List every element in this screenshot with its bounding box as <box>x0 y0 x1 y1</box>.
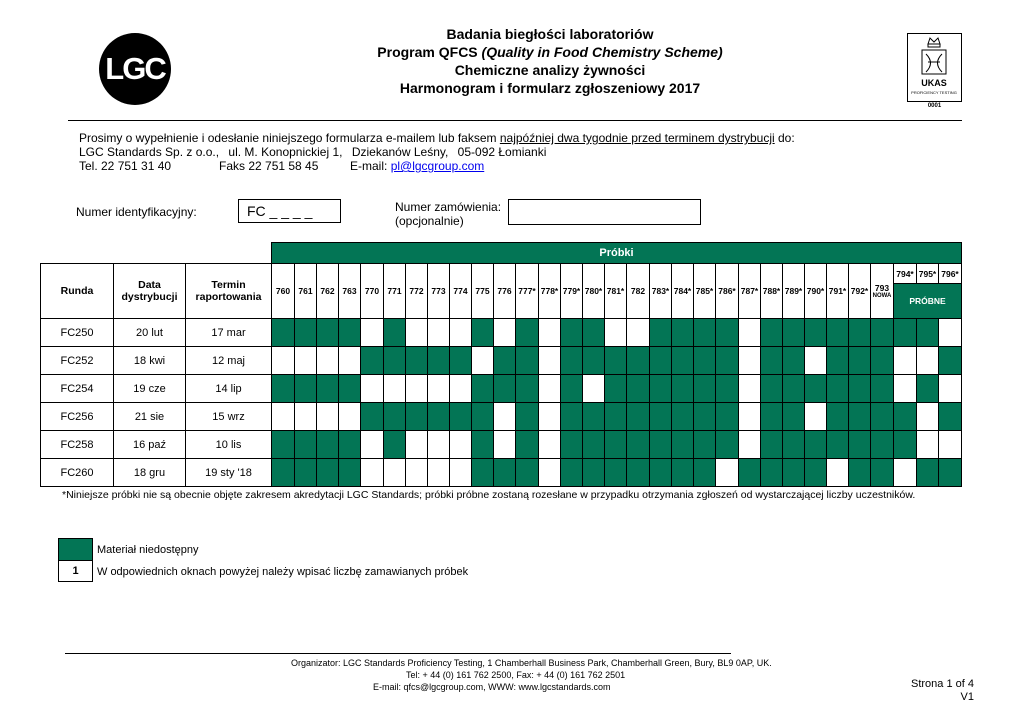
unavailable-cell <box>894 319 917 347</box>
cell-round: FC254 <box>41 375 114 403</box>
sample-col-header: 778* <box>539 264 561 319</box>
ukas-subtitle: PROFICIENCY TESTING <box>911 90 957 95</box>
unavailable-cell <box>827 431 849 459</box>
sample-col-header: 792* <box>849 264 871 319</box>
sample-col-header-new <box>871 264 894 319</box>
quantity-input-cell[interactable] <box>494 403 516 431</box>
cell-report: 14 lip <box>186 375 272 403</box>
unavailable-cell <box>805 459 827 487</box>
quantity-input-cell[interactable] <box>739 347 761 375</box>
table-group-header-row <box>41 243 962 264</box>
unavailable-cell <box>472 375 494 403</box>
quantity-input-cell[interactable] <box>917 347 939 375</box>
trial-samples-label: PRÓBNE <box>894 284 962 319</box>
sample-col-header: 784* <box>672 264 694 319</box>
unavailable-cell <box>605 375 627 403</box>
col-term-line-1: Termin <box>211 279 246 291</box>
quantity-input-cell[interactable] <box>917 431 939 459</box>
new-badge: NOWA <box>872 293 892 299</box>
sample-col-header-trial: 794* <box>894 264 917 284</box>
sample-col-header: 782 <box>627 264 650 319</box>
ukas-name: UKAS <box>921 78 947 88</box>
legend-unavailable-swatch <box>58 538 93 561</box>
unavailable-cell <box>716 431 739 459</box>
unavailable-cell <box>650 459 672 487</box>
intro-address <box>79 145 546 159</box>
unavailable-cell <box>894 403 917 431</box>
id-number-field[interactable]: FC _ _ _ _ <box>238 199 341 223</box>
quantity-input-cell[interactable] <box>406 375 428 403</box>
intro-fax: Faks 22 751 58 45 <box>219 159 319 173</box>
unavailable-cell <box>849 375 871 403</box>
unavailable-cell <box>917 375 939 403</box>
col-header-distribution <box>114 264 186 319</box>
intro-email-row <box>350 159 484 173</box>
sample-col-header: 776 <box>494 264 516 319</box>
cell-round: FC250 <box>41 319 114 347</box>
unavailable-cell <box>605 431 627 459</box>
unavailable-cell <box>317 459 339 487</box>
unavailable-cell <box>494 375 516 403</box>
sample-col-header: 790* <box>805 264 827 319</box>
cell-report: 12 maj <box>186 347 272 375</box>
sample-col-header: 761 <box>295 264 317 319</box>
quantity-input-cell[interactable] <box>805 403 827 431</box>
unavailable-cell <box>871 347 894 375</box>
sample-col-header: 775 <box>472 264 494 319</box>
unavailable-cell <box>894 431 917 459</box>
email-link[interactable]: pl@lgcgroup.com <box>390 159 485 173</box>
unavailable-cell <box>694 459 716 487</box>
unavailable-cell <box>472 403 494 431</box>
unavailable-cell <box>295 375 317 403</box>
quantity-input-cell[interactable] <box>406 431 428 459</box>
unavailable-cell <box>871 375 894 403</box>
empty-corner <box>41 243 272 264</box>
quantity-input-cell[interactable] <box>428 319 450 347</box>
unavailable-cell <box>295 319 317 347</box>
sample-col-header: 770 <box>361 264 384 319</box>
quantity-input-cell[interactable] <box>539 347 561 375</box>
samples-group-header: Próbki <box>272 243 962 264</box>
unavailable-cell <box>694 403 716 431</box>
sample-col-header: 777* <box>516 264 539 319</box>
quantity-input-cell[interactable] <box>361 459 384 487</box>
crown-icon <box>908 34 961 101</box>
quantity-input-cell[interactable] <box>827 459 849 487</box>
unavailable-cell <box>583 431 605 459</box>
quantity-input-cell[interactable] <box>539 459 561 487</box>
unavailable-cell <box>406 347 428 375</box>
quantity-input-cell[interactable] <box>716 459 739 487</box>
quantity-input-cell[interactable] <box>428 431 450 459</box>
unavailable-cell <box>716 375 739 403</box>
deadline-text: najpóźniej dwa tygodnie przed terminem dystrybucji <box>499 131 775 145</box>
cell-dist: 20 lut <box>114 319 186 347</box>
sample-col-header-trial: 795* <box>917 264 939 284</box>
table-header-row <box>41 264 962 284</box>
postal-code: 05-092 Łomianki <box>457 145 547 159</box>
unavailable-cell <box>561 459 583 487</box>
quantity-input-cell[interactable] <box>739 375 761 403</box>
sample-col-header: 785* <box>694 264 716 319</box>
quantity-input-cell[interactable] <box>539 319 561 347</box>
email-label: E-mail: <box>350 159 388 173</box>
unavailable-cell <box>917 319 939 347</box>
schedule-table <box>40 242 962 487</box>
unavailable-cell <box>672 375 694 403</box>
unavailable-cell <box>317 375 339 403</box>
unavailable-cell <box>827 403 849 431</box>
quantity-input-cell[interactable] <box>450 459 472 487</box>
cell-report: 19 sty '18 <box>186 459 272 487</box>
unavailable-cell <box>672 347 694 375</box>
unavailable-cell <box>871 459 894 487</box>
unavailable-cell <box>272 375 295 403</box>
intro-tel: Tel. 22 751 31 40 <box>79 159 172 173</box>
quantity-input-cell[interactable] <box>406 459 428 487</box>
unavailable-cell <box>384 319 406 347</box>
cell-dist: 18 gru <box>114 459 186 487</box>
quantity-input-cell[interactable] <box>627 319 650 347</box>
sample-col-header: 760 <box>272 264 295 319</box>
unavailable-cell <box>605 403 627 431</box>
unavailable-cell <box>272 319 295 347</box>
unavailable-cell <box>650 319 672 347</box>
unavailable-cell <box>561 403 583 431</box>
unavailable-cell <box>739 459 761 487</box>
quantity-input-cell[interactable] <box>739 431 761 459</box>
program-name: Program QFCS <box>377 44 478 60</box>
quantity-input-cell[interactable] <box>583 375 605 403</box>
version-label: V1 <box>960 691 974 703</box>
unavailable-cell <box>516 347 539 375</box>
order-number-field[interactable] <box>508 199 701 225</box>
intro-line-1 <box>79 131 795 145</box>
unavailable-cell <box>561 431 583 459</box>
quantity-input-cell[interactable] <box>339 347 361 375</box>
unavailable-cell <box>516 431 539 459</box>
footnote: *Niniejsze próbki nie są obecnie objęte zakresem akredytacji LGC Standards; próbki próbne zostaną rozesłane w przypadku otrzymania zgłoszeń od wystarczającej liczby uczestników. <box>62 489 916 501</box>
header-divider <box>68 120 962 121</box>
unavailable-cell <box>339 459 361 487</box>
unavailable-cell <box>627 431 650 459</box>
sample-col-header: 786* <box>716 264 739 319</box>
col-term-line-2: raportowania <box>195 291 262 303</box>
unavailable-cell <box>871 431 894 459</box>
unavailable-cell <box>827 347 849 375</box>
unavailable-cell <box>650 431 672 459</box>
id-label: Numer identyfikacyjny: <box>76 205 197 219</box>
quantity-input-cell[interactable] <box>295 347 317 375</box>
unavailable-cell <box>605 459 627 487</box>
title-line-2 <box>250 43 850 61</box>
unavailable-cell <box>694 347 716 375</box>
quantity-input-cell[interactable] <box>272 403 295 431</box>
sample-col-header: 783* <box>650 264 672 319</box>
quantity-input-cell[interactable] <box>384 375 406 403</box>
unavailable-cell <box>939 347 962 375</box>
unavailable-cell <box>361 403 384 431</box>
program-fullname: (Quality in Food Chemistry Scheme) <box>481 44 723 60</box>
unavailable-cell <box>384 347 406 375</box>
sample-col-header: 763 <box>339 264 361 319</box>
unavailable-cell <box>561 347 583 375</box>
unavailable-cell <box>627 403 650 431</box>
unavailable-cell <box>516 319 539 347</box>
unavailable-cell <box>516 375 539 403</box>
unavailable-cell <box>494 347 516 375</box>
footer-email: E-mail: qfcs@lgcgroup.com, WWW: www.lgcstandards.com <box>373 682 611 692</box>
unavailable-cell <box>805 319 827 347</box>
col-date-line-1: Data <box>138 279 161 291</box>
unavailable-cell <box>339 375 361 403</box>
sample-col-header: 788* <box>761 264 783 319</box>
cell-report: 15 wrz <box>186 403 272 431</box>
quantity-input-cell[interactable] <box>539 431 561 459</box>
unavailable-cell <box>295 431 317 459</box>
legend-quantity-text: W odpowiednich oknach powyżej należy wpisać liczbę zamawianych próbek <box>97 566 469 578</box>
sample-col-header: 789* <box>783 264 805 319</box>
street: ul. M. Konopnickiej 1, <box>228 145 343 159</box>
quantity-input-cell[interactable] <box>739 403 761 431</box>
cell-round: FC258 <box>41 431 114 459</box>
cell-report: 10 lis <box>186 431 272 459</box>
unavailable-cell <box>650 375 672 403</box>
unavailable-cell <box>561 375 583 403</box>
quantity-input-cell[interactable] <box>739 319 761 347</box>
unavailable-cell <box>583 459 605 487</box>
sample-col-header: 772 <box>406 264 428 319</box>
sample-number: 793 <box>874 283 890 293</box>
table-row <box>41 459 962 487</box>
quantity-input-cell[interactable] <box>939 375 962 403</box>
ukas-accreditation-badge <box>907 33 962 102</box>
unavailable-cell <box>761 347 783 375</box>
unavailable-cell <box>917 459 939 487</box>
quantity-input-cell[interactable] <box>939 319 962 347</box>
col-date-line-2: dystrybucji <box>121 291 178 303</box>
unavailable-cell <box>272 459 295 487</box>
unavailable-cell <box>339 431 361 459</box>
quantity-input-cell[interactable] <box>539 403 561 431</box>
sample-col-header: 787* <box>739 264 761 319</box>
cell-dist: 19 cze <box>114 375 186 403</box>
col-header-round: Runda <box>41 264 114 319</box>
order-label: Numer zamówienia: <box>395 200 502 214</box>
cell-round: FC252 <box>41 347 114 375</box>
quantity-input-cell[interactable] <box>361 319 384 347</box>
quantity-input-cell[interactable] <box>805 347 827 375</box>
unavailable-cell <box>605 347 627 375</box>
quantity-input-cell[interactable] <box>428 459 450 487</box>
title-line-1: Badania biegłości laboratoriów <box>446 26 654 42</box>
unavailable-cell <box>761 319 783 347</box>
quantity-input-cell[interactable] <box>428 375 450 403</box>
unavailable-cell <box>761 431 783 459</box>
unavailable-cell <box>317 319 339 347</box>
unavailable-cell <box>650 403 672 431</box>
unavailable-cell <box>672 319 694 347</box>
title-line-3: Chemiczne analizy żywności <box>454 62 646 78</box>
cell-dist: 16 paź <box>114 431 186 459</box>
table-row <box>41 431 962 459</box>
sample-col-header: 781* <box>605 264 627 319</box>
unavailable-cell <box>272 431 295 459</box>
col-header-reporting <box>186 264 272 319</box>
sample-col-header: 773 <box>428 264 450 319</box>
unavailable-cell <box>472 459 494 487</box>
unavailable-cell <box>472 431 494 459</box>
unavailable-cell <box>516 403 539 431</box>
unavailable-cell <box>783 375 805 403</box>
unavailable-cell <box>650 347 672 375</box>
unavailable-cell <box>805 375 827 403</box>
unavailable-cell <box>450 403 472 431</box>
unavailable-cell <box>516 459 539 487</box>
unavailable-cell <box>339 319 361 347</box>
unavailable-cell <box>694 319 716 347</box>
quantity-input-cell[interactable] <box>894 347 917 375</box>
unavailable-cell <box>761 459 783 487</box>
city: Dziekanów Leśny, <box>351 145 449 159</box>
unavailable-cell <box>428 403 450 431</box>
footer-organizer: Organizator: LGC Standards Proficiency Testing, 1 Chamberhall Business Park, Chamberhall Green, Bury, BL9 0AP, UK. <box>291 658 772 668</box>
unavailable-cell <box>561 319 583 347</box>
unavailable-cell <box>672 431 694 459</box>
unavailable-cell <box>871 319 894 347</box>
quantity-input-cell[interactable] <box>361 375 384 403</box>
title-line-4: Harmonogram i formularz zgłoszeniowy 2017 <box>399 80 701 96</box>
unavailable-cell <box>472 319 494 347</box>
unavailable-cell <box>672 403 694 431</box>
unavailable-cell <box>805 431 827 459</box>
intro-text: Prosimy o wypełnienie i odesłanie niniejszego formularza e-mailem lub faksem <box>79 131 500 145</box>
unavailable-cell <box>406 403 428 431</box>
quantity-input-cell[interactable] <box>917 403 939 431</box>
cell-round: FC260 <box>41 459 114 487</box>
unavailable-cell <box>384 403 406 431</box>
sample-col-header: 774 <box>450 264 472 319</box>
quantity-input-cell[interactable] <box>472 347 494 375</box>
unavailable-cell <box>672 459 694 487</box>
unavailable-cell <box>849 403 871 431</box>
unavailable-cell <box>494 459 516 487</box>
unavailable-cell <box>849 319 871 347</box>
table-row <box>41 347 962 375</box>
unavailable-cell <box>783 459 805 487</box>
unavailable-cell <box>849 459 871 487</box>
unavailable-cell <box>849 347 871 375</box>
cell-dist: 18 kwi <box>114 347 186 375</box>
unavailable-cell <box>627 459 650 487</box>
quantity-input-cell[interactable] <box>317 347 339 375</box>
unavailable-cell <box>583 347 605 375</box>
unavailable-cell <box>361 347 384 375</box>
unavailable-cell <box>783 403 805 431</box>
sample-col-header: 791* <box>827 264 849 319</box>
quantity-input-cell[interactable] <box>450 431 472 459</box>
quantity-input-cell[interactable] <box>317 403 339 431</box>
quantity-input-cell[interactable] <box>450 319 472 347</box>
unavailable-cell <box>783 319 805 347</box>
sample-col-header: 771 <box>384 264 406 319</box>
unavailable-cell <box>450 347 472 375</box>
cell-report: 17 mar <box>186 319 272 347</box>
unavailable-cell <box>694 375 716 403</box>
table-row <box>41 403 962 431</box>
ukas-number: 0001 <box>927 103 942 109</box>
unavailable-cell <box>827 375 849 403</box>
unavailable-cell <box>827 319 849 347</box>
quantity-input-cell[interactable] <box>295 403 317 431</box>
sample-col-header-trial: 796* <box>939 264 962 284</box>
unavailable-cell <box>871 403 894 431</box>
legend-quantity-swatch: 1 <box>58 561 93 582</box>
unavailable-cell <box>384 431 406 459</box>
cell-dist: 21 sie <box>114 403 186 431</box>
company-name: LGC Standards Sp. z o.o., <box>79 145 220 159</box>
unavailable-cell <box>716 319 739 347</box>
quantity-input-cell[interactable] <box>494 431 516 459</box>
unavailable-cell <box>428 347 450 375</box>
unavailable-cell <box>716 347 739 375</box>
quantity-input-cell[interactable] <box>605 319 627 347</box>
quantity-input-cell[interactable] <box>361 431 384 459</box>
table-row <box>41 319 962 347</box>
cell-round: FC256 <box>41 403 114 431</box>
unavailable-cell <box>317 431 339 459</box>
intro-end: do: <box>774 131 795 145</box>
unavailable-cell <box>939 403 962 431</box>
quantity-input-cell[interactable] <box>494 319 516 347</box>
unavailable-cell <box>783 347 805 375</box>
unavailable-cell <box>627 347 650 375</box>
quantity-input-cell[interactable] <box>539 375 561 403</box>
sample-col-header: 779* <box>561 264 583 319</box>
quantity-input-cell[interactable] <box>939 431 962 459</box>
lgc-logo: LGC <box>99 33 171 105</box>
quantity-input-cell[interactable] <box>894 375 917 403</box>
sample-col-header: 780* <box>583 264 605 319</box>
quantity-input-cell[interactable] <box>272 347 295 375</box>
quantity-input-cell[interactable] <box>339 403 361 431</box>
unavailable-cell <box>295 459 317 487</box>
unavailable-cell <box>716 403 739 431</box>
unavailable-cell <box>694 431 716 459</box>
quantity-input-cell[interactable] <box>894 459 917 487</box>
unavailable-cell <box>849 431 871 459</box>
unavailable-cell <box>761 375 783 403</box>
unavailable-cell <box>761 403 783 431</box>
sample-col-header: 762 <box>317 264 339 319</box>
unavailable-cell <box>783 431 805 459</box>
footer-divider <box>65 653 731 654</box>
unavailable-cell <box>627 375 650 403</box>
unavailable-cell <box>583 319 605 347</box>
footer-phone: Tel: + 44 (0) 161 762 2500, Fax: + 44 (0) 161 762 2501 <box>406 670 626 680</box>
quantity-input-cell[interactable] <box>406 319 428 347</box>
quantity-input-cell[interactable] <box>450 375 472 403</box>
quantity-input-cell[interactable] <box>384 459 406 487</box>
order-label-optional: (opcjonalnie) <box>395 214 464 228</box>
unavailable-cell <box>583 403 605 431</box>
page-number: Strona 1 of 4 <box>911 678 974 690</box>
table-row <box>41 375 962 403</box>
unavailable-cell <box>939 459 962 487</box>
legend-unavailable-text: Materiał niedostępny <box>97 544 199 556</box>
